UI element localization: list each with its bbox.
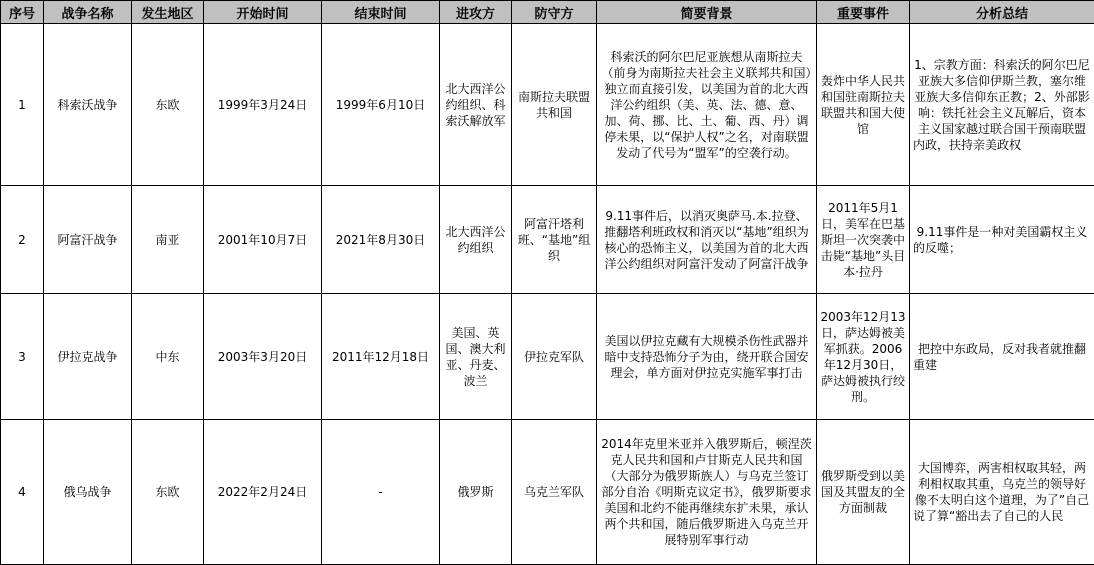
header-end: 结束时间: [322, 1, 440, 24]
cell-end[interactable]: -: [322, 420, 440, 565]
cell-background[interactable]: 2014年克里米亚并入俄罗斯后，顿涅茨克人民共和国和卢甘斯克人民共和国（大部分为俄罗斯族人）与乌克兰签订部分自治《明斯克议定书》，俄罗斯要求美国和北约不能再继续东扩未果，承认两个共和国，随后俄罗斯进入乌克兰开展特别军事行动: [597, 420, 817, 565]
cell-background[interactable]: 9.11事件后，以消灭奥萨马.本.拉登、推翻塔利班政权和消灭以“基地”组织为核心的恐怖主义，以美国为首的北大西洋公约组织对阿富汗发动了阿富汗战争: [597, 186, 817, 294]
cell-name[interactable]: 伊拉克战争: [44, 294, 132, 420]
cell-end[interactable]: 2021年8月30日: [322, 186, 440, 294]
header-event: 重要事件: [817, 1, 910, 24]
header-attacker: 进攻方: [440, 1, 512, 24]
table-row[interactable]: [1, 294, 1094, 420]
header-no: 序号: [1, 1, 44, 24]
header-background: 简要背景: [597, 1, 817, 24]
cell-defender[interactable]: 阿富汗塔利班、“基地”组织: [512, 186, 597, 294]
cell-region[interactable]: 东欧: [132, 420, 204, 565]
table-row[interactable]: [1, 186, 1094, 294]
cell-event[interactable]: 2011年5月1日，美军在巴基斯坦一次突袭中击毙“基地”头目本·拉丹: [817, 186, 910, 294]
cell-defender[interactable]: 伊拉克军队: [512, 294, 597, 420]
cell-name[interactable]: 阿富汗战争: [44, 186, 132, 294]
cell-attacker[interactable]: 北大西洋公约组织: [440, 186, 512, 294]
cell-background[interactable]: 美国以伊拉克藏有大规模杀伤性武器并暗中支持恐怖分子为由，绕开联合国安理会，单方面对伊拉克实施军事打击: [597, 294, 817, 420]
cell-no[interactable]: 3: [1, 294, 44, 420]
cell-analysis[interactable]: 把控中东政局，反对我者就推翻重建: [910, 294, 1094, 420]
cell-name[interactable]: 科索沃战争: [44, 24, 132, 186]
cell-start[interactable]: 2001年10月7日: [204, 186, 322, 294]
cell-region[interactable]: 南亚: [132, 186, 204, 294]
cell-no[interactable]: 1: [1, 24, 44, 186]
cell-attacker[interactable]: 美国、英国、澳大利亚、丹麦、波兰: [440, 294, 512, 420]
cell-no[interactable]: 4: [1, 420, 44, 565]
cell-end[interactable]: 1999年6月10日: [322, 24, 440, 186]
cell-analysis[interactable]: 1、宗教方面：科索沃的阿尔巴尼亚族大多信仰伊斯兰教，塞尔维亚族大多信仰东正教；2、外部影响：铁托社会主义瓦解后，资本主义国家越过联合国干预南联盟内政，扶持亲美政权: [910, 24, 1094, 186]
cell-analysis[interactable]: 9.11事件是一种对美国霸权主义的反噬；: [910, 186, 1094, 294]
cell-attacker[interactable]: 北大西洋公约组织、科索沃解放军: [440, 24, 512, 186]
header-region: 发生地区: [132, 1, 204, 24]
cell-no[interactable]: 2: [1, 186, 44, 294]
cell-name[interactable]: 俄乌战争: [44, 420, 132, 565]
cell-event[interactable]: 轰炸中华人民共和国驻南斯拉夫联盟共和国大使馆: [817, 24, 910, 186]
cell-start[interactable]: 1999年3月24日: [204, 24, 322, 186]
cell-event[interactable]: 2003年12月13日，萨达姆被美军抓获。2006年12月30日，萨达姆被执行绞刑。: [817, 294, 910, 420]
cell-end[interactable]: 2011年12月18日: [322, 294, 440, 420]
cell-start[interactable]: 2022年2月24日: [204, 420, 322, 565]
cell-region[interactable]: 中东: [132, 294, 204, 420]
cell-start[interactable]: 2003年3月20日: [204, 294, 322, 420]
table-row[interactable]: [1, 420, 1094, 565]
cell-defender[interactable]: 乌克兰军队: [512, 420, 597, 565]
header-start: 开始时间: [204, 1, 322, 24]
cell-defender[interactable]: 南斯拉夫联盟共和国: [512, 24, 597, 186]
header-name: 战争名称: [44, 1, 132, 24]
cell-region[interactable]: 东欧: [132, 24, 204, 186]
cell-event[interactable]: 俄罗斯受到以美国及其盟友的全方面制裁: [817, 420, 910, 565]
header-defender: 防守方: [512, 1, 597, 24]
header-row: [1, 1, 1094, 24]
cell-attacker[interactable]: 俄罗斯: [440, 420, 512, 565]
cell-background[interactable]: 科索沃的阿尔巴尼亚族想从南斯拉夫（前身为南斯拉夫社会主义联邦共和国）独立而直接引发，以美国为首的北大西洋公约组织（美、英、法、德、意、加、荷、挪、比、土、葡、西、丹）调停未果，以“保护人权”之名，对南联盟发动了代号为“盟军”的空袭行动。: [597, 24, 817, 186]
table-row[interactable]: [1, 24, 1094, 186]
cell-analysis[interactable]: 大国博弈，两害相权取其轻，两利相权取其重，乌克兰的领导好像不太明白这个道理，为了”自己说了算“豁出去了自己的人民: [910, 420, 1094, 565]
header-analysis: 分析总结: [910, 1, 1094, 24]
